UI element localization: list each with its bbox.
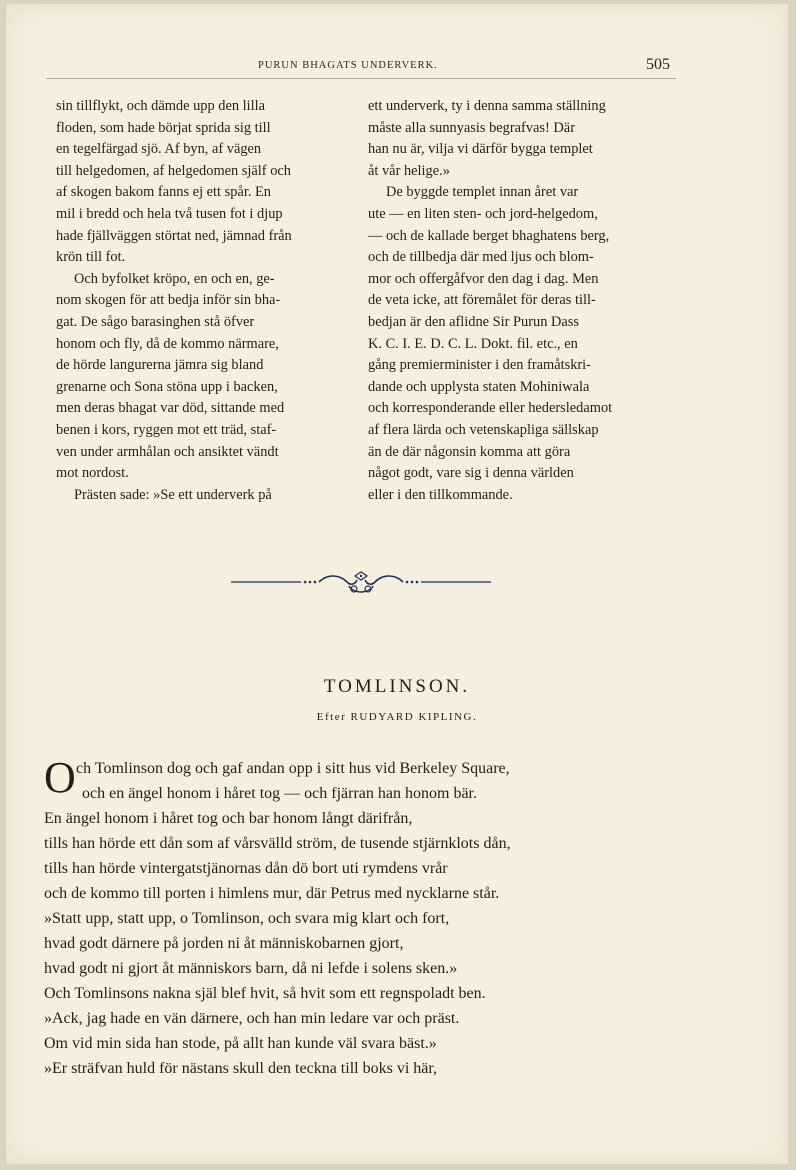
drop-cap: O [44,753,76,802]
text-line: ett underverk, ty i denna samma ställning [368,98,606,114]
right-column [368,96,658,506]
page-number: 505 [646,56,670,73]
text-line: men deras bhagat var död, sittande med [56,400,285,417]
text-line: hade fjällväggen störtat ned, jämnad från [56,227,292,244]
text-line: de veta icke, att föremålet för deras till- [368,292,596,309]
text-line: till helgedomen, af helgedomen själf och [56,162,291,179]
text-line: nom skogen för att bedja inför sin bha- [56,292,281,309]
text-line: krön till fot. [56,249,126,266]
text-line: mor och offergåfvor den dag i dag. Men [368,270,599,287]
header-rule [46,78,676,79]
text-line: de hörde langurerna jämra sig bland [56,357,264,374]
text-line: K. C. I. E. D. C. L. Dokt. fil. etc., en [368,335,578,352]
text-line: af skogen bakom fanns ej ett spår. En [56,184,272,201]
text-line: gat. De sågo barasinghen stå öfver [56,313,255,330]
text-line: De byggde templet innan året var [386,184,579,201]
poem-line: och en ängel honom i håret tog — och fjärran han honom bär. [82,785,477,802]
running-head: PURUN BHAGATS UNDERVERK. [258,60,438,71]
text-line: sin tillflykt, och dämde upp den lilla [56,98,266,114]
text-line: åt vår helige.» [368,162,450,179]
text-line: och de tillbedja där med ljus och blom- [368,249,594,266]
text-line: en tegelfärgad sjö. Af byn, af vägen [56,141,262,158]
text-line: benen i kors, ryggen mot ett träd, staf- [56,421,277,438]
text-line: ven under armhålan och ansiktet vändt [56,443,279,460]
text-line: han nu är, vilja vi därför bygga templet [368,141,593,158]
text-line: floden, som hade börjat sprida sig till [56,119,271,136]
poem-title: TOMLINSON. [323,676,471,697]
text-line: grenarne och Sona stöna upp i backen, [56,378,278,395]
poem-line: »Er sträfvan huld för nästans skull den teckna till boks vi här, [44,1060,438,1077]
left-column [56,96,346,506]
text-line: eller i den tillkommande. [368,486,513,503]
text-line: mot nordost. [56,465,129,482]
text-line: än de där någonsin komma att göra [368,443,571,460]
poem-line: ch Tomlinson dog och gaf andan opp i sitt hus vid Berkeley Square, [76,760,510,777]
text-line: bedjan är den aflidne Sir Purun Dass [368,313,580,330]
poem-line: tills han hörde vintergatstjänornas dån dö bort uti rymdens vrår [44,860,448,877]
poem-line: »Ack, jag hade en vän därnere, och han min ledare var och präst. [44,1010,460,1027]
text-line: ute — en liten sten- och jord-helgedom, [368,205,598,222]
text-line: något godt, vare sig i denna världen [368,465,574,482]
text-line: Och byfolket kröpo, en och en, ge- [74,270,275,287]
poem-line: hvad godt ni gjort åt människors barn, då ni lefde i solens sken.» [44,960,458,977]
book-page [6,4,788,1164]
text-line: måste alla sunnyasis begrafvas! Där [368,119,575,136]
poem-line: »Statt upp, statt upp, o Tomlinson, och svara mig klart och fort, [44,910,450,927]
text-line: af flera lärda och vetenskapliga sällskap [368,421,599,438]
page-header [6,56,788,82]
ornament-divider-icon [231,570,491,596]
text-line: dande och upplysta staten Mohiniwala [368,378,590,395]
poem-line: hvad godt därnere på jorden ni åt människobarnen gjort, [44,935,404,952]
poem-line: och de kommo till porten i himlens mur, där Petrus med nycklarne står. [44,885,500,902]
text-line: Prästen sade: »Se ett underverk på [74,486,272,503]
poem-line: Och Tomlinsons nakna själ blef hvit, så hvit som ett regnspoladt ben. [44,985,486,1002]
poem-line: tills han hörde ett dån som af vårsvälld ström, de tusende stjärnklots dån, [44,835,511,852]
text-line: mil i bredd och hela två tusen fot i djup [56,205,283,222]
text-line: — och de kallade berget bhaghatens berg, [368,227,610,244]
text-line: och korresponderande eller hedersledamot [368,400,613,417]
poem-line: Om vid min sida han stode, på allt han kunde väl svara bäst.» [44,1035,437,1052]
text-line: honom och fly, då de kommo närmare, [56,335,279,352]
text-line: gång premierminister i den framåtskri- [368,357,591,374]
poem-line: En ängel honom i håret tog och bar honom långt därifrån, [44,810,413,827]
poem-subtitle: Efter RUDYARD KIPLING. [316,711,478,723]
